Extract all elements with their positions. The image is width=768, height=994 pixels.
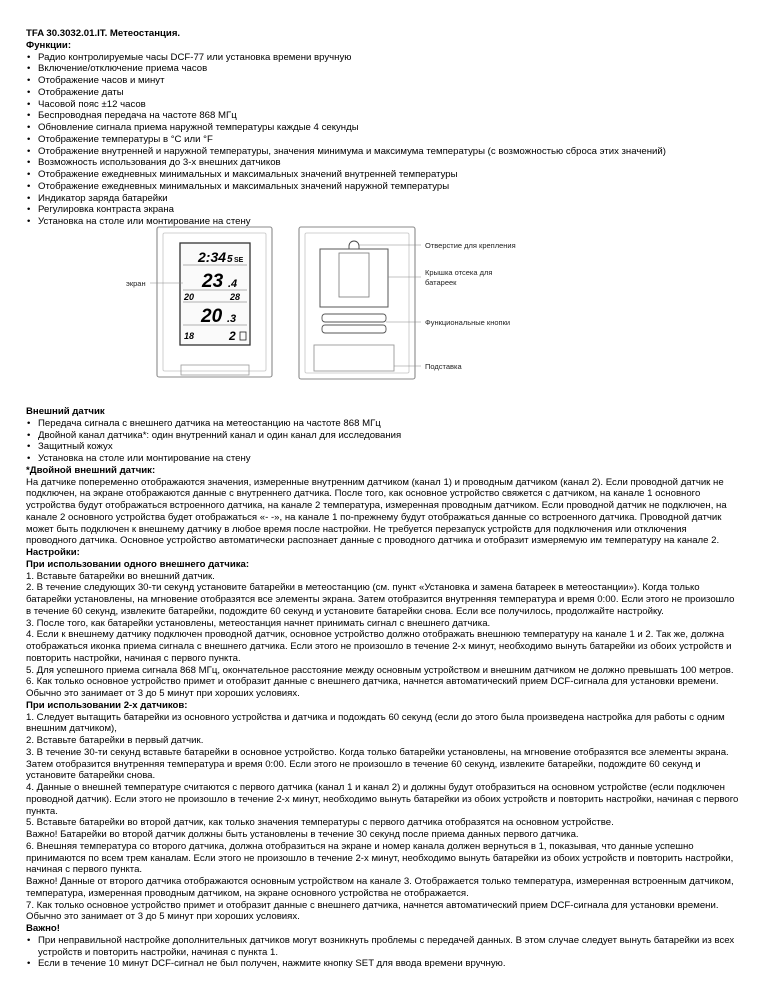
functions-item: • Включение/отключение приема часов — [26, 63, 746, 75]
battery-cover-label-2: батареек — [425, 278, 457, 287]
one-sensor-step: 4. Если к внешнему датчику подключен проводной датчик, основное устройство должно отображать внешнюю температуру на канале 1 и 2. Так же, должна отображаться иконка приема сигнала с внешнего датчика. Если этого не произошло в течение 2-х минут, необходимо вынуть батарейки из обоих устройств и повторить настройки, начиная с первого пункта. — [26, 629, 732, 664]
two-sensor-step: 1. Следует вытащить батарейки из основного устройства и датчика и подождать 60 секунд (если до этого была произведена настройка для работы с одним внешним датчиком), — [26, 711, 725, 735]
functions-item: • Возможность использования до 3-х внешних датчиков — [26, 157, 746, 169]
functions-item: • Регулировка контраста экрана — [26, 204, 746, 216]
sensor-title: Внешний датчик — [26, 406, 105, 417]
lcd-row4-right: 2 — [229, 329, 236, 343]
device-front — [157, 227, 272, 377]
functions-item: • Отображение ежедневных минимальных и максимальных значений наружной температуры — [26, 181, 746, 193]
function-button[interactable] — [322, 314, 386, 322]
functions-item: • Обновление сигнала приема наружной температуры каждые 4 секунды — [26, 122, 746, 134]
mounting-hole-label: Отверстие для крепления — [425, 241, 516, 250]
screen-label: экран — [126, 279, 146, 288]
two-sensor-title: При использовании 2-х датчиков: — [26, 699, 188, 711]
dual-sensor-text: На датчике попеременно отображаются значения, измеренные внутренним датчиком (канал 1) и проводным датчиком (канал 2). Если проводной датчик не подключен, на экране отображаются данные с внутреннего датчика. После того, как основное устройство свяжется с датчиком, на канале 1 основного устройства будут отображаться встроенного датчика, на канале 2 температура, измеренная проводным датчиком. Если проводной датчик не подключен, на канале 2 основного устройства будет отображаться «- -», на канале 1 по-прежнему будут отображаться данные со встроенного датчика. Проводной датчик может быть подключен к внешнему датчику в любое время после настройки. Не требуется перезапуск устройств для подключения или отключения проводного датчика. Основное устройство автоматически распознает данные с проводного датчика и отобразит измеряемую им температуру на канале 2. — [26, 476, 727, 547]
lcd-screen — [180, 243, 250, 345]
lcd-seconds: SE — [234, 257, 244, 264]
lcd-outdoor-decimal: .3 — [227, 313, 237, 325]
sensor-item: • Двойной канал датчика*: один внутренний канал и один канал для исследования — [26, 430, 740, 442]
lcd-indoor-temp: 23 — [202, 271, 224, 292]
lcd-row2-left: 20 — [184, 292, 195, 302]
device-back — [299, 227, 415, 379]
functions-item: • Отображение часов и минут — [26, 75, 746, 87]
one-sensor-title: При использовании одного внешнего датчика: — [26, 558, 250, 570]
lcd-time-small: 5 — [227, 254, 233, 265]
two-sensor-step: 3. В течение 30-ти секунд вставьте батарейки в основное устройство. Когда только батарейки установлены, на мгновение отобразятся все элементы экрана. Затем отобразится внутренняя температура и время 0:00. Если этого не произошло в течение 60 секунд, извлеките батарейки, подождите 60 секунд и установите батарейки снова. — [26, 746, 729, 782]
one-sensor-step: 2. В течение следующих 30-ти секунд установите батарейки в метеостанцию (см. пункт «Установка и замена батареек в метеостанции»). Когда только батарейки установлены, на мгновение отобразятся все элементы экрана. Затем отобразится внутренняя температура и время 0:00. Если этого не произошло в течение 60 секунд, извлеките батарейки, подождите 60 секунд и установите батарейки снова. Если все получилось, продолжайте настройку. — [26, 582, 735, 617]
function-buttons-label: Функциональные кнопки — [425, 318, 511, 327]
two-sensor-step: 2. Вставьте батарейки в первый датчик. — [26, 735, 204, 746]
one-sensor-step: 1. Вставьте батарейки во внешний датчик. — [26, 570, 215, 582]
body-text — [26, 406, 740, 970]
one-sensor-step: 6. Как только основное устройство примет и отобразит данные с внешнего датчика, начнется автоматический прием DCF-сигнала для установки времени. Обычно это занимает от 3 до 5 минут при хороших условиях. — [26, 676, 719, 699]
functions-item: • Отображение ежедневных минимальных и максимальных значений внутренней температуры — [26, 169, 746, 181]
mounting-hole — [349, 241, 359, 249]
function-button[interactable] — [322, 325, 386, 333]
two-sensor-step: 5. Вставьте батарейки во второй датчик, как только значения температуры с первого датчика отобразятся на основном устройстве. — [26, 817, 614, 829]
functions-item: • Радио контролируемые часы DCF-77 или установка времени вручную — [26, 52, 746, 64]
functions-item: • Отображение даты — [26, 87, 746, 99]
functions-title: Функции: — [26, 39, 72, 51]
functions-item: • Отображение температуры в °C или °F — [26, 134, 746, 146]
functions-item: • Часовой пояс ±12 часов — [26, 99, 746, 111]
sensor-item: • Передача сигнала с внешнего датчика на метеостанцию на частоте 868 МГц — [26, 418, 740, 430]
battery-cover — [320, 249, 388, 307]
lcd-row2-right: 28 — [230, 292, 241, 302]
lcd-row4-left: 18 — [184, 331, 195, 341]
functions-item: • Отображение внутренней и наружной температуры, значения минимума и максимума температуры (с возможностью сброса этих значений) — [26, 146, 746, 158]
settings-title: Настройки: — [26, 547, 80, 558]
two-sensor-step: Важно! Данные от второго датчика отображаются основным устройством на канале 3. Отображается только температура, измеренная встроенным датчиком, температура, измеренная проводным датчиком, на экране основного устройства не отображается. — [26, 876, 734, 899]
two-sensor-step: 6. Внешняя температура со второго датчика, должна отобразиться на экране и номер канала должен вернуться в 1, показывая, что данные успешно принимаются по всем трем каналам. Если этого не произошло в течение 2-х минут, необходимо вынуть батарейки из обоих устройств и повторить настройки, начиная с первого пункта. — [26, 840, 734, 876]
functions-item: • Индикатор заряда батарейки — [26, 193, 746, 205]
functions-item: • Беспроводная передача на частоте 868 МГц — [26, 110, 746, 122]
two-sensor-step: 7. Как только основное устройство примет и отобразит данные с внешнего датчика, начнется автоматический прием DCF-сигнала для установки времени. Обычно это занимает от 3 до 5 минут при хороших условиях. — [26, 899, 719, 923]
sensor-item: • Установка на столе или монтирование на стену — [26, 453, 740, 465]
one-sensor-step: 5. Для успешного приема сигнала 868 МГц, окончательное расстояние между основным устройством и внешним датчиком не должно превышать 100 метров. — [26, 664, 734, 676]
dual-sensor-title: *Двойной внешний датчик: — [26, 464, 156, 476]
lcd-outdoor-temp: 20 — [201, 306, 223, 327]
one-sensor-step: 3. После того, как батарейки установлены, метеостанция начнет принимать сигнал с внешнего датчика. — [26, 617, 491, 629]
lcd-time: 2:34 — [198, 249, 227, 265]
lcd-indoor-decimal: .4 — [228, 278, 238, 290]
two-sensor-step: 4. Данные о внешней температуре считаются с первого датчика (канал 1 и канал 2) и должны будут отобразиться на основном устройстве (если подключен проводной датчик). Если этого не произошло в течение 2-х минут, необходимо вынуть батарейки из обоих устройств и повторить настройки, начиная с первого пункта. — [26, 782, 739, 817]
document-heading: TFA 30.3032.01.IT. Метеостанция. — [26, 28, 181, 39]
important-item: • Если в течение 10 минут DCF-сигнал не был получен, нажмите кнопку SET для ввода времени вручную. — [26, 958, 740, 970]
important-title: Важно! — [26, 923, 60, 934]
battery-cover-label-1: Крышка отсека для — [425, 268, 493, 277]
stand-label: Подставка — [425, 362, 462, 371]
important-item: • При неправильной настройке дополнительных датчиков могут возникнуть проблемы с передачей данных. В этом случае следует вынуть батарейки из всех устройств и повторить настройки, начиная с пункта 1. — [26, 935, 740, 959]
sensor-item: • Защитный кожух — [26, 441, 740, 453]
two-sensor-step: Важно! Батарейки во второй датчик должны быть установлены в течение 30 секунд после приема данных первого датчика. — [26, 829, 579, 840]
functions-item: • Установка на столе или монтирование на стену — [26, 216, 746, 228]
